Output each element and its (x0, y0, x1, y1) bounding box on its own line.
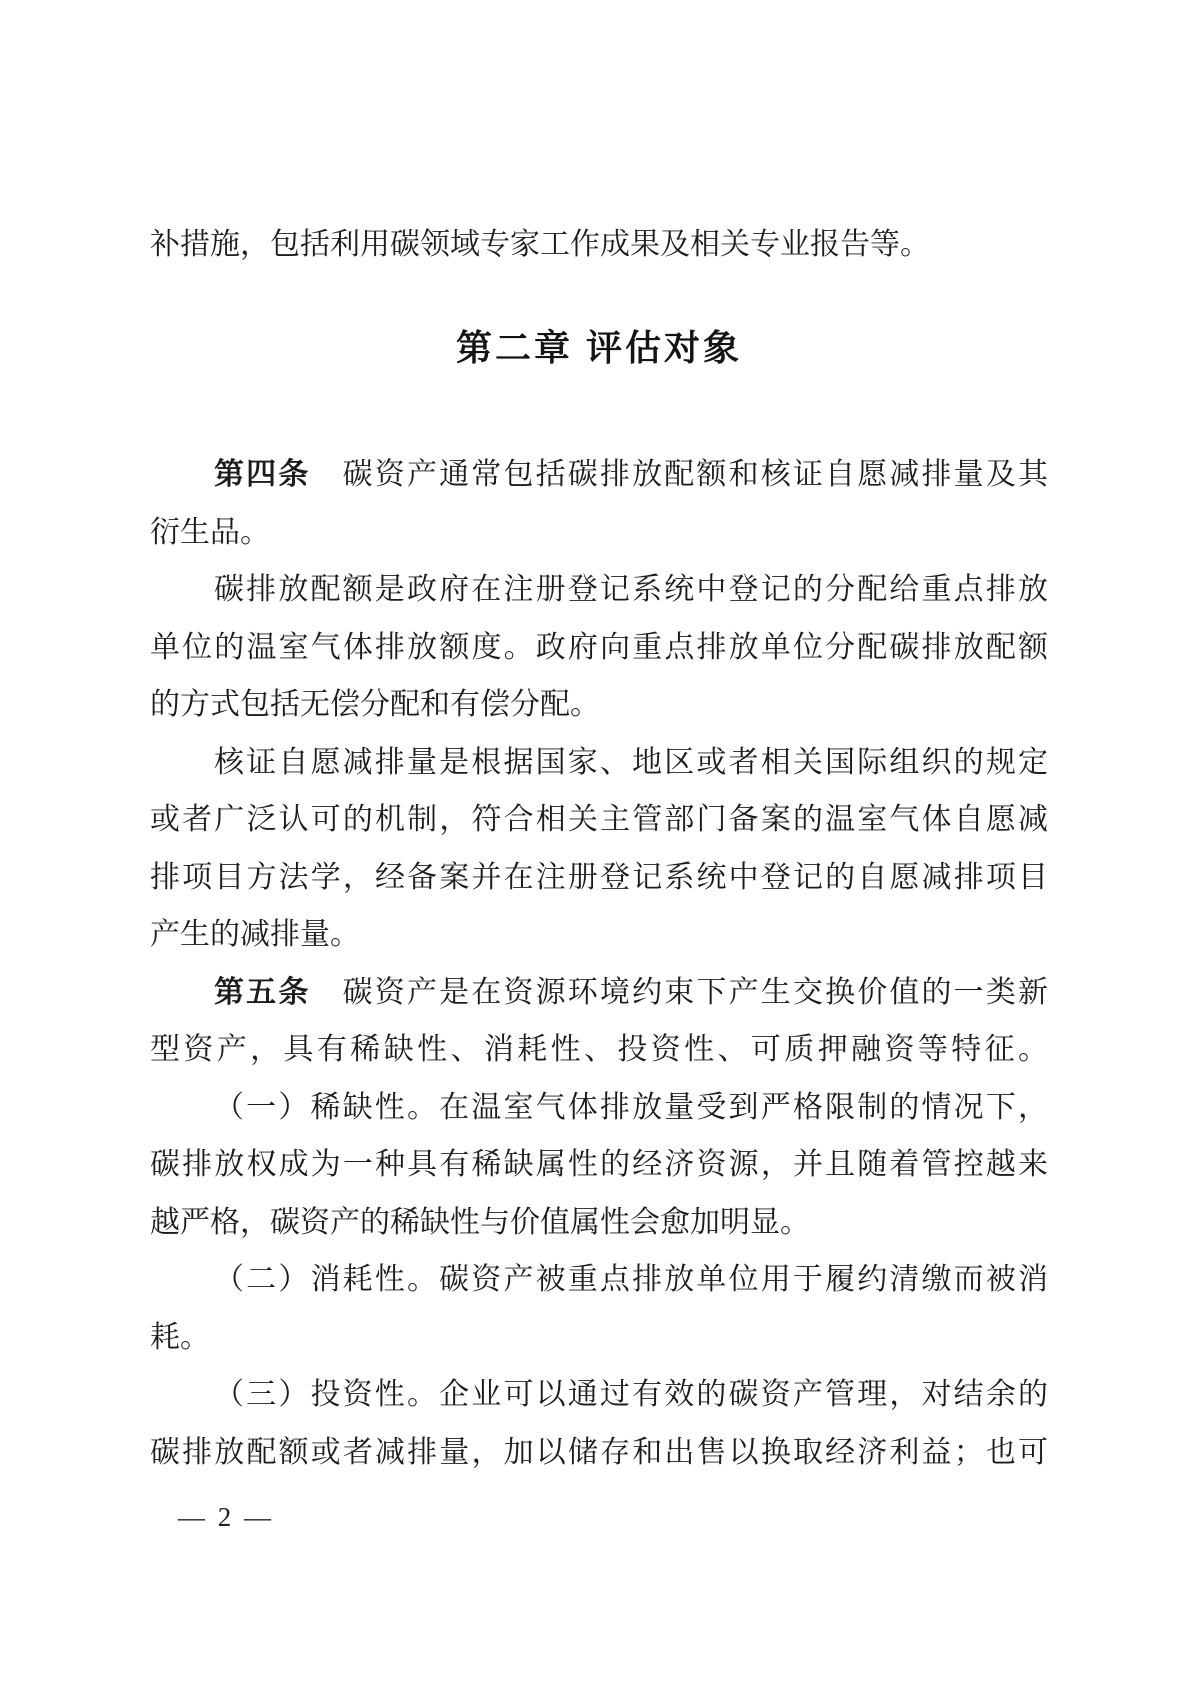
text-line (150, 964, 1048, 1022)
text-line (150, 504, 1048, 562)
chapter-heading: 第二章 评估对象 (455, 326, 742, 368)
text-run: 型资产，具有稀缺性、消耗性、投资性、可质押融资等特征。 (150, 1033, 1048, 1066)
text-run: 碳排放权成为一种具有稀缺属性的经济资源，并且随着管控越来 (150, 1148, 1048, 1181)
text-line (150, 561, 1048, 619)
text-run: 排项目方法学，经备案并在注册登记系统中登记的自愿减排项目 (150, 860, 1048, 894)
text-run: 耗。 (150, 1320, 210, 1354)
text-run: 碳资产是在资源环境约束下产生交换价值的一类新 (310, 975, 1048, 1009)
text-line (150, 446, 1048, 504)
text-line (150, 849, 1048, 907)
text-run: （二）消耗性。碳资产被重点排放单位用于履约清缴而被消 (214, 1263, 1048, 1296)
text-line (150, 1079, 1048, 1137)
document-body (150, 216, 1048, 1481)
text-line (150, 1194, 1048, 1252)
text-run: 核证自愿减排量是根据国家、地区或者相关国际组织的规定 (214, 745, 1048, 779)
text-line (150, 619, 1048, 677)
text-line (150, 216, 1048, 274)
article-number-label: 第五条 (214, 975, 311, 1009)
text-line (150, 791, 1048, 849)
page-number: — 2 — (178, 1502, 274, 1532)
text-line (150, 734, 1048, 792)
text-run: 补措施，包括利用碳领域专家工作成果及相关专业报告等。 (150, 228, 930, 261)
text-run: 的方式包括无偿分配和有偿分配。 (150, 688, 600, 721)
text-run: 碳排放配额或者减排量，加以储存和出售以换取经济利益；也可 (150, 1435, 1048, 1469)
text-run: 碳资产通常包括碳排放配额和核证自愿减排量及其 (310, 458, 1048, 491)
text-run: 越严格，碳资产的稀缺性与价值属性会愈加明显。 (150, 1205, 810, 1239)
text-line (150, 906, 1048, 964)
text-run: 单位的温室气体排放额度。政府向重点排放单位分配碳排放配额 (150, 630, 1048, 664)
text-run: （三）投资性。企业可以通过有效的碳资产管理，对结余的 (214, 1378, 1048, 1411)
text-line (150, 1021, 1048, 1079)
text-run: 产生的减排量。 (150, 918, 360, 951)
article-number-label: 第四条 (214, 458, 311, 491)
text-line (150, 676, 1048, 734)
text-line (150, 1251, 1048, 1309)
text-line (150, 1309, 1048, 1367)
text-line (150, 1136, 1048, 1194)
text-run: 衍生品。 (150, 515, 270, 549)
text-line (150, 1424, 1048, 1482)
text-run: （一）稀缺性。在温室气体排放量受到严格限制的情况下， (214, 1090, 1048, 1124)
text-run: 碳排放配额是政府在注册登记系统中登记的分配给重点排放 (214, 573, 1048, 606)
text-run: 或者广泛认可的机制，符合相关主管部门备案的温室气体自愿减 (150, 803, 1048, 836)
text-line (150, 1366, 1048, 1424)
